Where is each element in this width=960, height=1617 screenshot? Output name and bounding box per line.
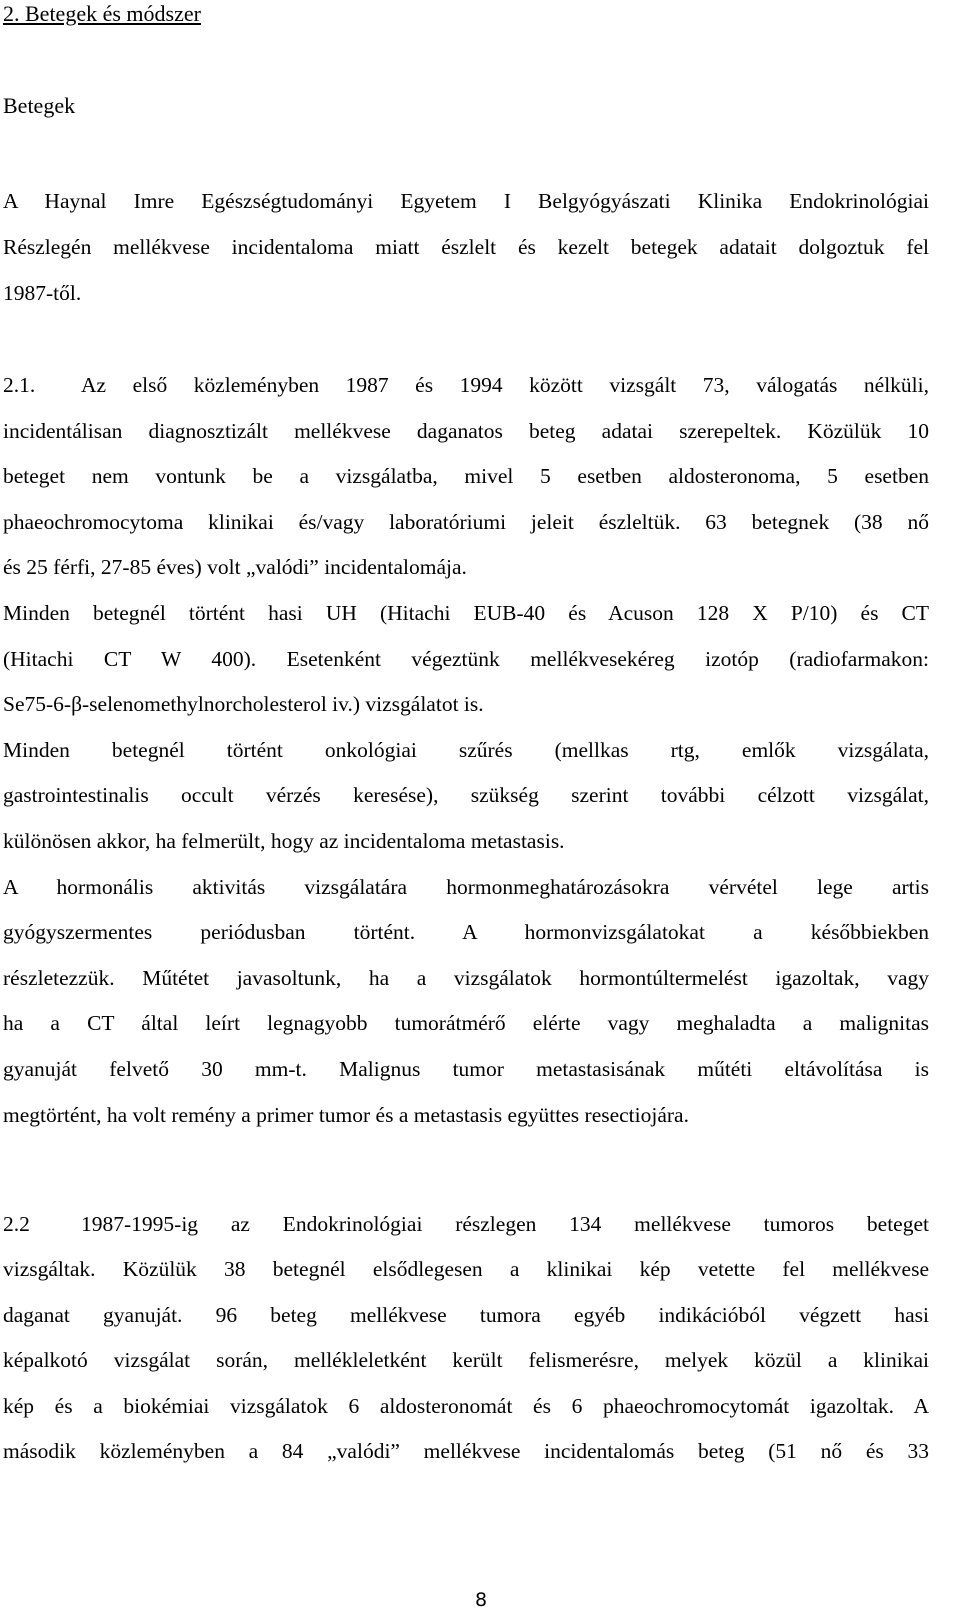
text-line: gyógyszermentes periódusban történt. A hormonvizsgálatokat a későbbiekben <box>3 920 929 945</box>
text-line: ha a CT által leírt legnagyobb tumorátmérő elérte vagy meghaladta a malignitas <box>3 1011 929 1036</box>
text-line: kép és a biokémiai vizsgálatok 6 aldosteronomát és 6 phaeochromocytomát igazoltak. A <box>3 1393 929 1418</box>
text-line: megtörtént, ha volt remény a primer tumor és a metastasis együttes resectiojára. <box>3 1102 689 1127</box>
page-number <box>0 1588 960 1612</box>
text-line-content: Az első közleményben 1987 és 1994 között vizsgált 73, válogatás nélküli, <box>81 373 929 397</box>
text-line: különösen akkor, ha felmerült, hogy az incidentaloma metastasis. <box>3 828 565 853</box>
text-line: Se75-6-β-selenomethylnorcholesterol iv.) vizsgálatot is. <box>3 692 484 717</box>
text-line-content: 1987-1995-ig az Endokrinológiai részlegen 134 mellékvese tumoros beteget <box>81 1212 929 1236</box>
text-line: Minden betegnél történt onkológiai szűrés (mellkas rtg, emlők vizsgálata, <box>3 737 929 762</box>
text-line: incidentálisan diagnosztizált mellékvese daganatos beteg adatai szerepeltek. Közülük 10 <box>3 418 929 443</box>
text-line: és 25 férfi, 27-85 éves) volt „valódi” incidentalomája. <box>3 555 467 580</box>
text-line: Részlegén mellékvese incidentaloma miatt észlelt és kezelt betegek adatait dolgoztuk fel <box>3 235 929 259</box>
text-line: gastrointestinalis occult vérzés keresése), szükség szerint további célzott vizsgálat, <box>3 783 929 808</box>
section-2-2 <box>3 1202 929 1474</box>
text-line <box>3 363 929 409</box>
text-line: A hormonális aktivitás vizsgálatára hormonmeghatározásokra vérvétel lege artis <box>3 874 929 899</box>
text-line: daganat gyanuját. 96 beteg mellékvese tumora egyéb indikációból végzett hasi <box>3 1302 929 1327</box>
page-number-text: 8 <box>474 1589 488 1611</box>
section-number: 2.1. <box>3 373 36 397</box>
text-line: 1987-től. <box>3 281 82 305</box>
text-line: gyanuját felvető 30 mm-t. Malignus tumor metastasisának műtéti eltávolítása is <box>3 1056 929 1081</box>
text-line: phaeochromocytoma klinikai és/vagy laboratóriumi jeleit észleltük. 63 betegnek (38 nő <box>3 509 929 534</box>
section-number: 2.2 <box>3 1212 30 1236</box>
text-line: beteget nem vontunk be a vizsgálatba, mivel 5 esetben aldosteronoma, 5 esetben <box>3 464 929 489</box>
text-line: képalkotó vizsgálat során, mellékleletként került felismerésre, melyek közül a klinikai <box>3 1348 929 1373</box>
text-line: Minden betegnél történt hasi UH (Hitachi EUB-40 és Acuson 128 X P/10) és CT <box>3 600 929 625</box>
text-line: részletezzük. Műtétet javasoltunk, ha a vizsgálatok hormontúltermelést igazoltak, vagy <box>3 965 929 990</box>
intro-paragraph <box>3 178 929 316</box>
text-line: második közleményben a 84 „valódi” mellékvese incidentalomás beteg (51 nő és 33 <box>3 1439 929 1464</box>
text-line: (Hitachi CT W 400). Esetenként végeztünk mellékvesekéreg izotóp (radiofarmakon: <box>3 646 929 671</box>
section-heading: 2. Betegek és módszer <box>3 1 201 26</box>
text-line: A Haynal Imre Egészségtudományi Egyetem I Belgyógyászati Klinika Endokrinológiai <box>3 189 929 213</box>
section-2-1 <box>3 363 929 1138</box>
subsection-heading: Betegek <box>3 93 76 118</box>
text-line: vizsgáltak. Közülük 38 betegnél elsődlegesen a klinikai kép vetette fel mellékvese <box>3 1257 929 1282</box>
text-line <box>3 1202 929 1247</box>
